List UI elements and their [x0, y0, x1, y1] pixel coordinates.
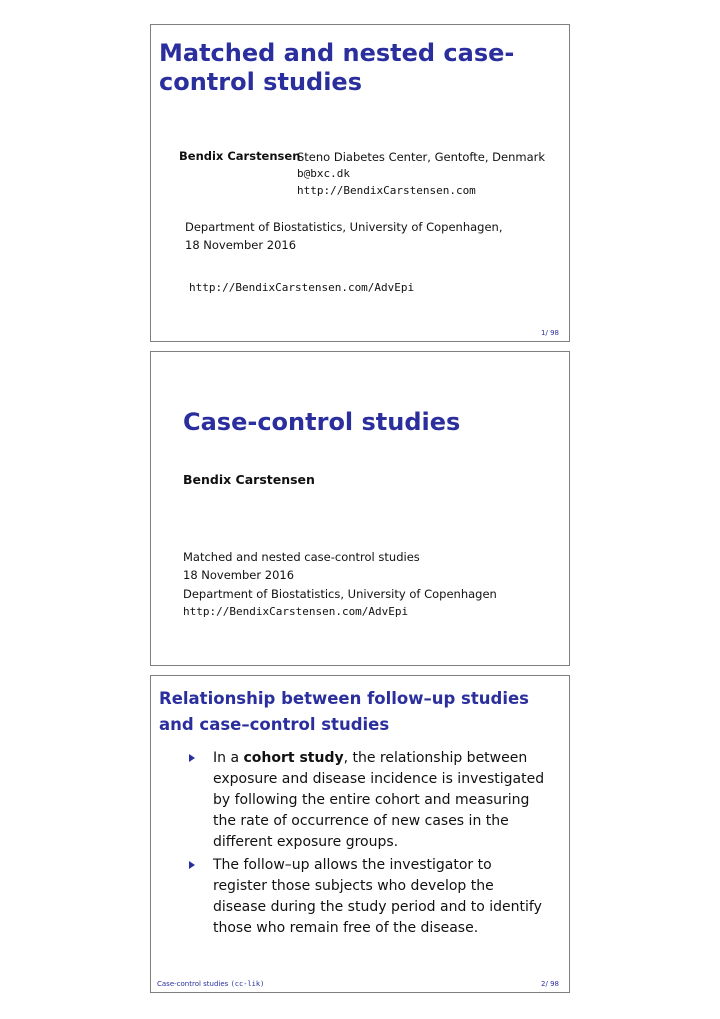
department: Department of Biostatistics, University of Copenhagen, [185, 220, 503, 234]
affiliation: Steno Diabetes Center, Gentofte, Denmark [297, 150, 546, 164]
page-number: 2/ 98 [541, 980, 559, 988]
author-affiliation-block [297, 149, 545, 199]
author-name: Bendix Carstensen [179, 149, 301, 163]
email-link[interactable]: b@bxc.dk [297, 167, 350, 181]
slide-title: Matched and nested case-control studies [159, 39, 515, 96]
department: Department of Biostatistics, University of Copenhagen [183, 586, 497, 601]
footer-title: Case-control studies [157, 980, 229, 988]
bullet-item [189, 748, 549, 853]
bullet-text-post: , the relationship between exposure and disease incidence is investigated by following the entire cohort and measuring the rate of occurrence of new cases in the different exposure groups. [213, 750, 545, 850]
course-url-link[interactable]: http://BendixCarstensen.com/AdvEpi [189, 281, 415, 294]
homepage-link[interactable]: http://BendixCarstensen.com [297, 183, 476, 197]
page-number: 1/ 98 [541, 329, 559, 337]
triangle-bullet-icon [189, 861, 195, 869]
bullet-list [189, 748, 549, 941]
author-name: Bendix Carstensen [183, 472, 315, 487]
bullet-text: The follow–up allows the investigator to register those subjects who develop the disease during the study period and to identify those who remain free of the disease. [213, 857, 542, 936]
slide-title: Case-control studies [183, 408, 461, 436]
slide-content [150, 675, 570, 993]
slide-section-title [150, 351, 570, 666]
bullet-text-pre: In a [213, 750, 244, 766]
bullet-text-bold: cohort study [243, 750, 344, 766]
date: 18 November 2016 [185, 237, 297, 252]
date: 18 November 2016 [183, 568, 295, 583]
course-url-link[interactable]: http://BendixCarstensen.com/AdvEpi [183, 605, 409, 619]
slide-info-block [183, 548, 563, 621]
department-block [185, 219, 545, 255]
footer-code: (cc-lik) [230, 980, 265, 988]
triangle-bullet-icon [189, 754, 195, 762]
slide-title-page [150, 24, 570, 342]
slide-title: Relationship between follow–up studies and case–control studies [159, 689, 529, 734]
subtitle: Matched and nested case-control studies [183, 550, 420, 564]
slide-footer [157, 980, 264, 988]
bullet-item [189, 855, 549, 939]
